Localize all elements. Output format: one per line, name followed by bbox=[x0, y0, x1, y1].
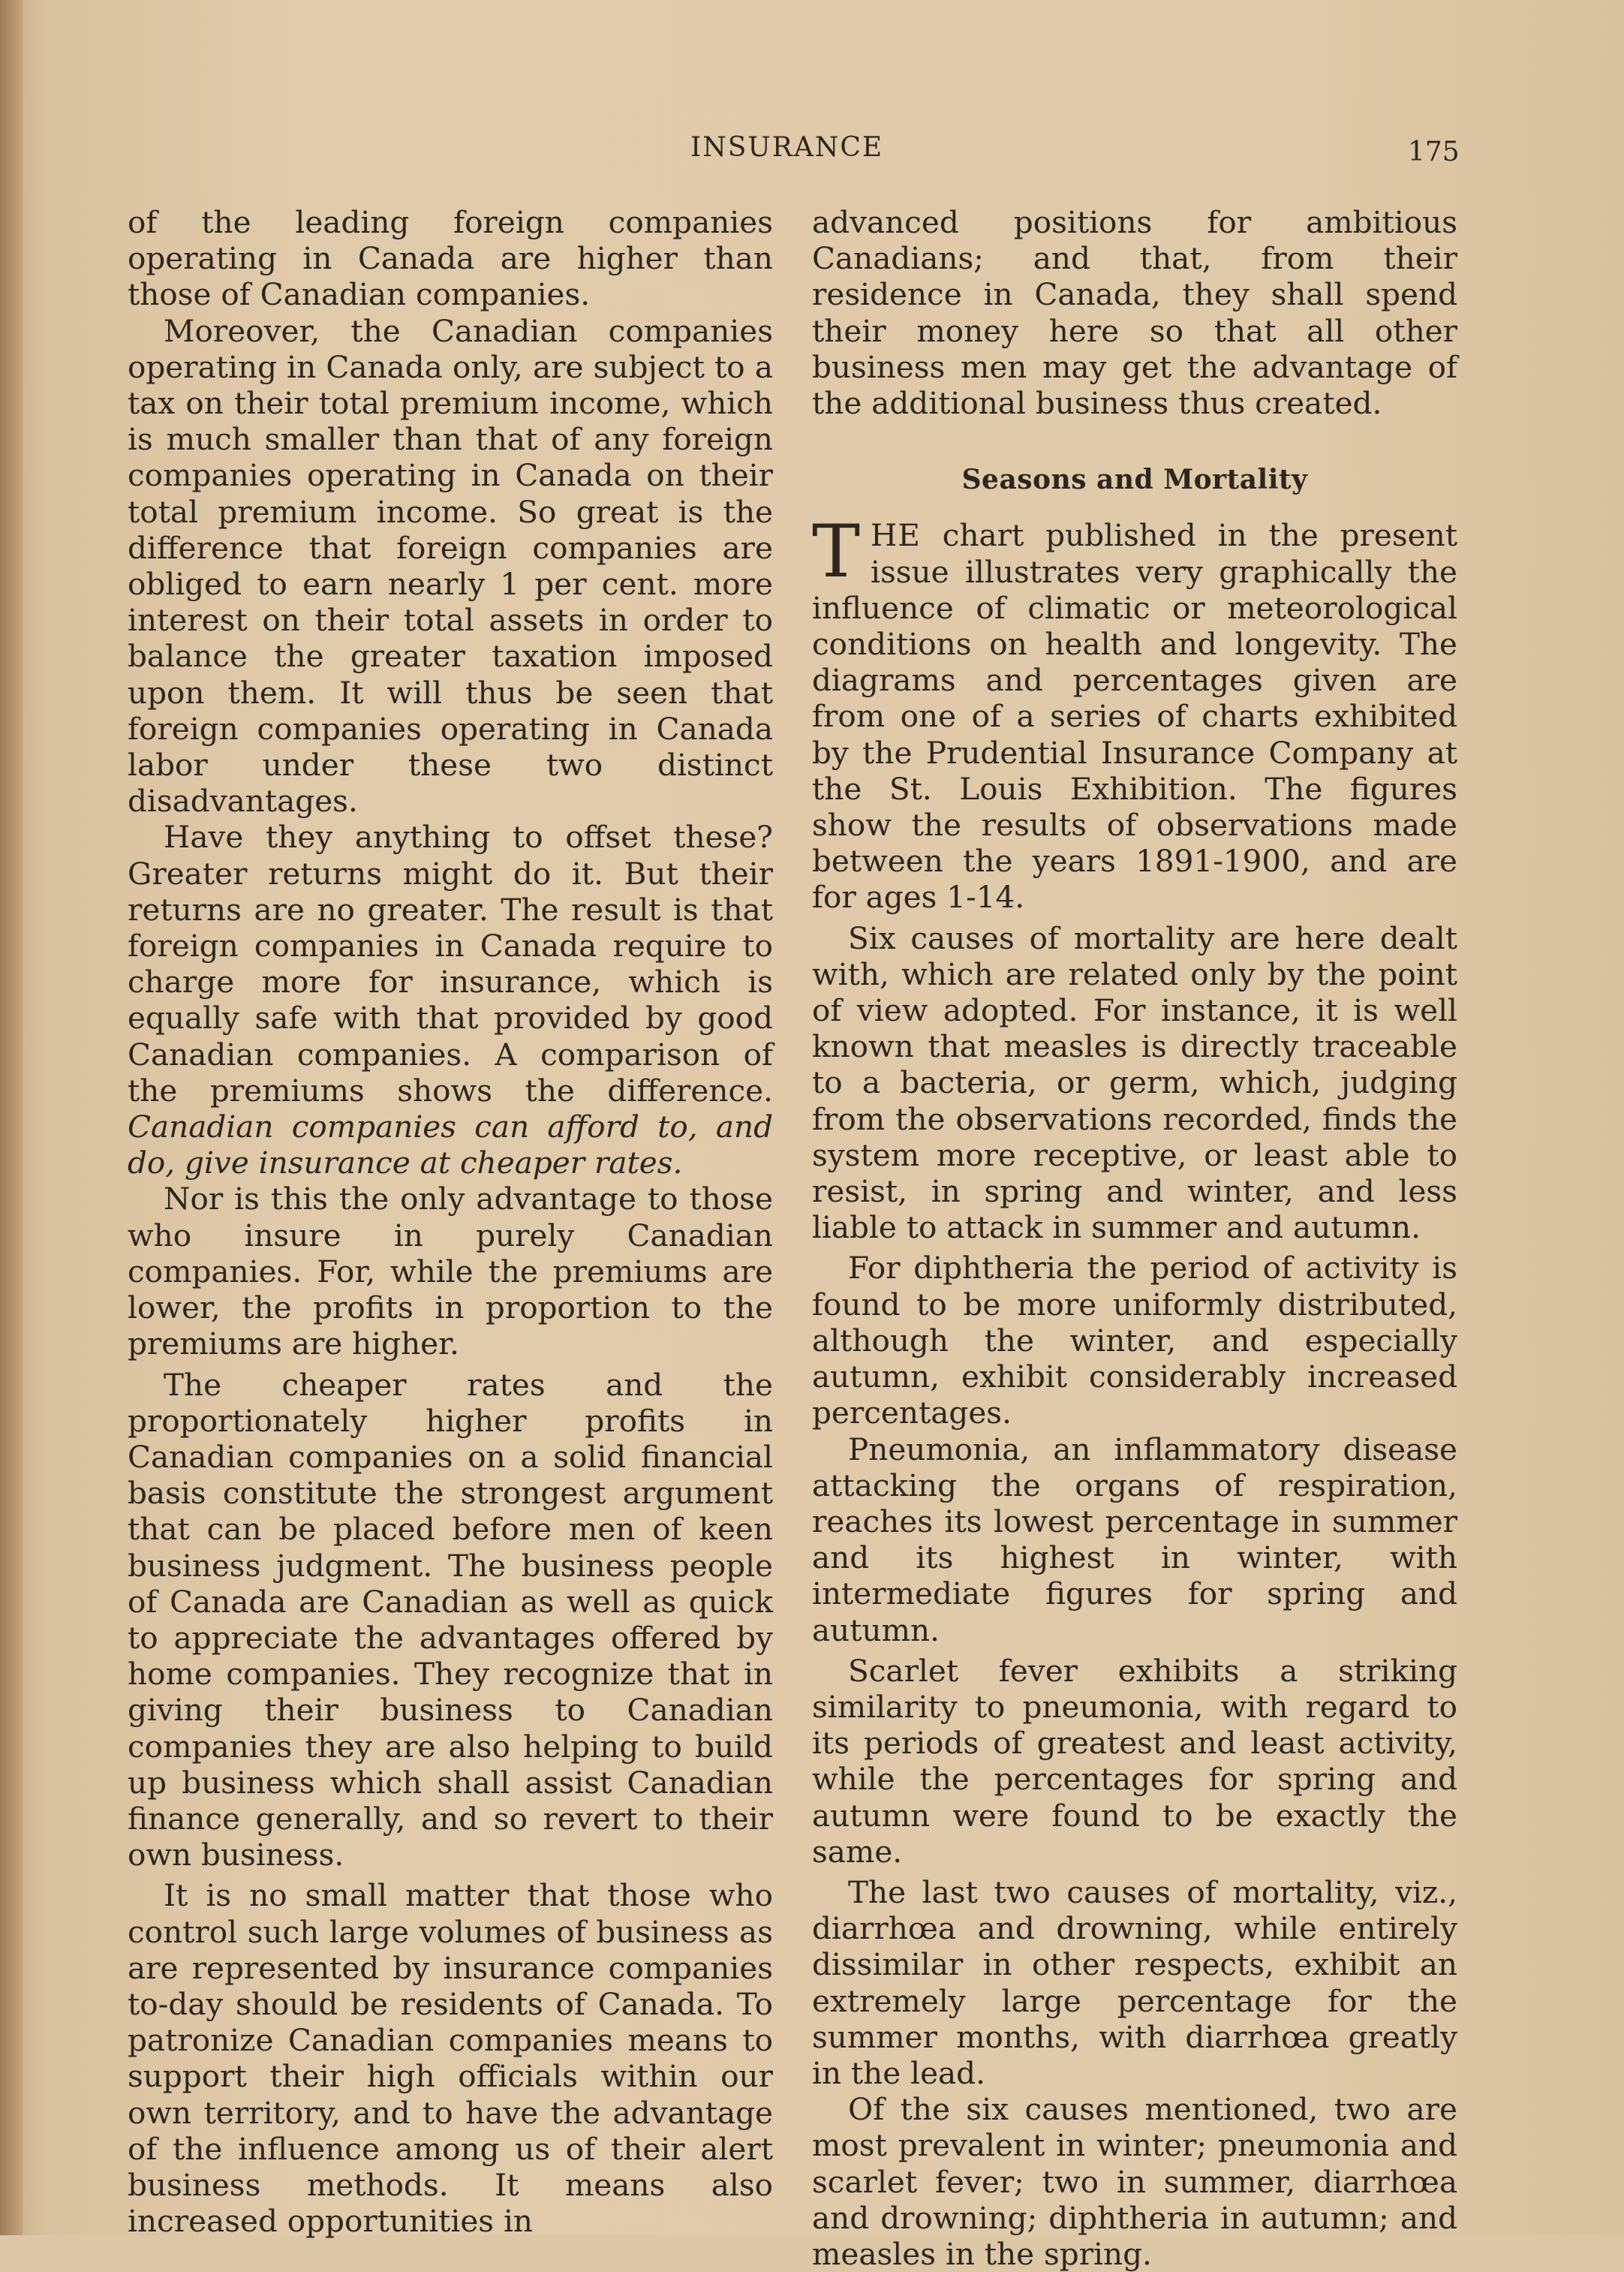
paragraph-text: chart published in the present issue illustrates very graphically the influence of climatic or meteorological conditions on health and longevity. The diagrams and percentages given are from one of a series of charts exhibited by the Prudential Insurance Company at the St. Louis Exhibition. The figures show the results of observations made between the years 1891-1900, and are for ages 1-14. bbox=[812, 517, 1457, 916]
paragraph: Nor is this the only advantage to those who insure in purely Canadian companies. For, while the premiums are lower, the profits in proportion to the premiums are higher. bbox=[128, 1181, 773, 1362]
paragraph: The last two causes of mortality, viz., diarrhœa and drowning, while entirely dissimilar in other respects, exhibit an extremely large percentage for the summer months, with diarrhœa greatly in the lead. bbox=[812, 1873, 1457, 2091]
paragraph-text: Have they anything to offset these? Greater returns might do it. But their returns are no greater. The result is that foreign companies in Canada require to charge more for insurance, which is equally safe with that provided by good Canadian companies. A comparison of the premiums shows the difference. bbox=[128, 819, 773, 1109]
paragraph: of the leading foreign companies operating in Canada are higher than those of Canadian companies. bbox=[128, 204, 773, 313]
running-title: INSURANCE bbox=[690, 132, 884, 163]
paragraph: It is no small matter that those who control such large volumes of business as are represented by insurance companies to-day should be residents of Canada. To patronize Canadian companies means to support their high officials within our own territory, and to have the advantage of the influence among us of their alert business methods. It means also increased opportunities in bbox=[128, 1877, 773, 2240]
page-gutter bbox=[0, 0, 23, 2235]
paragraph: For diphtheria the period of activity is found to be more uniformly distributed, although the winter, and especially autumn, exhibit considerably increased percentages. bbox=[812, 1250, 1457, 1431]
page-number: 175 bbox=[1408, 137, 1460, 167]
drop-cap: T bbox=[812, 510, 861, 594]
paragraph: Moreover, the Canadian companies operating in Canada only, are subject to a tax on their total premium income, which is much smaller than that of any foreign companies operating in Canada on their total premium income. So great is the difference that foreign companies are obliged to earn nearly 1 per cent. more interest on their total assets in order to balance the greater taxation imposed upon them. It will thus be seen that foreign companies operating in Canada labor under these two distinct disadvantages. bbox=[128, 312, 773, 820]
paragraph: Of the six causes mentioned, two are most prevalent in winter; pneumonia and scarlet fever; two in summer, diarrhœa and drowning; diphtheria in autumn; and measles in the spring. bbox=[812, 2091, 1457, 2272]
paragraph bbox=[812, 510, 1457, 916]
section-heading: Seasons and Mortality bbox=[961, 464, 1308, 496]
emphasis-text: Canadian companies can afford to, and do, give insurance at cheaper rates. bbox=[128, 1109, 773, 1181]
paragraph: advanced positions for ambitious Canadians; and that, from their residence in Canada, they shall spend their money here so that all other business men may get the advantage of the additional business thus created. bbox=[812, 204, 1457, 422]
paragraph: Six causes of mortality are here dealt with, which are related only by the point of view adopted. For instance, it is well known that measles is directly traceable to a bacteria, or germ, which, judging from the observations recorded, finds the system more receptive, or least able to resist, in spring and winter, and less liable to attack in summer and autumn. bbox=[812, 919, 1457, 1246]
running-head bbox=[0, 132, 1624, 177]
paragraph: Scarlet fever exhibits a striking similarity to pneumonia, with regard to its periods of greatest and least activity, while the percentages for spring and autumn were found to be exactly the same. bbox=[812, 1652, 1457, 1870]
left-column bbox=[128, 204, 773, 2239]
lead-in: HE bbox=[871, 517, 921, 554]
paragraph: The cheaper rates and the proportionately higher profits in Canadian companies on a solid financial basis constitute the strongest argument that can be placed before men of keen business judgment. The business people of Canada are Canadian as well as quick to appreciate the advantages offered by home companies. They recognize that in giving their business to Canadian companies they are also helping to build up business which shall assist Canadian finance generally, and so revert to their own business. bbox=[128, 1366, 773, 1873]
paragraph bbox=[128, 819, 773, 1181]
right-column bbox=[812, 204, 1457, 2272]
paragraph: Pneumonia, an inflammatory disease attacking the organs of respiration, reaches its lowest percentage in summer and its highest in winter, with intermediate figures for spring and autumn. bbox=[812, 1431, 1457, 1648]
